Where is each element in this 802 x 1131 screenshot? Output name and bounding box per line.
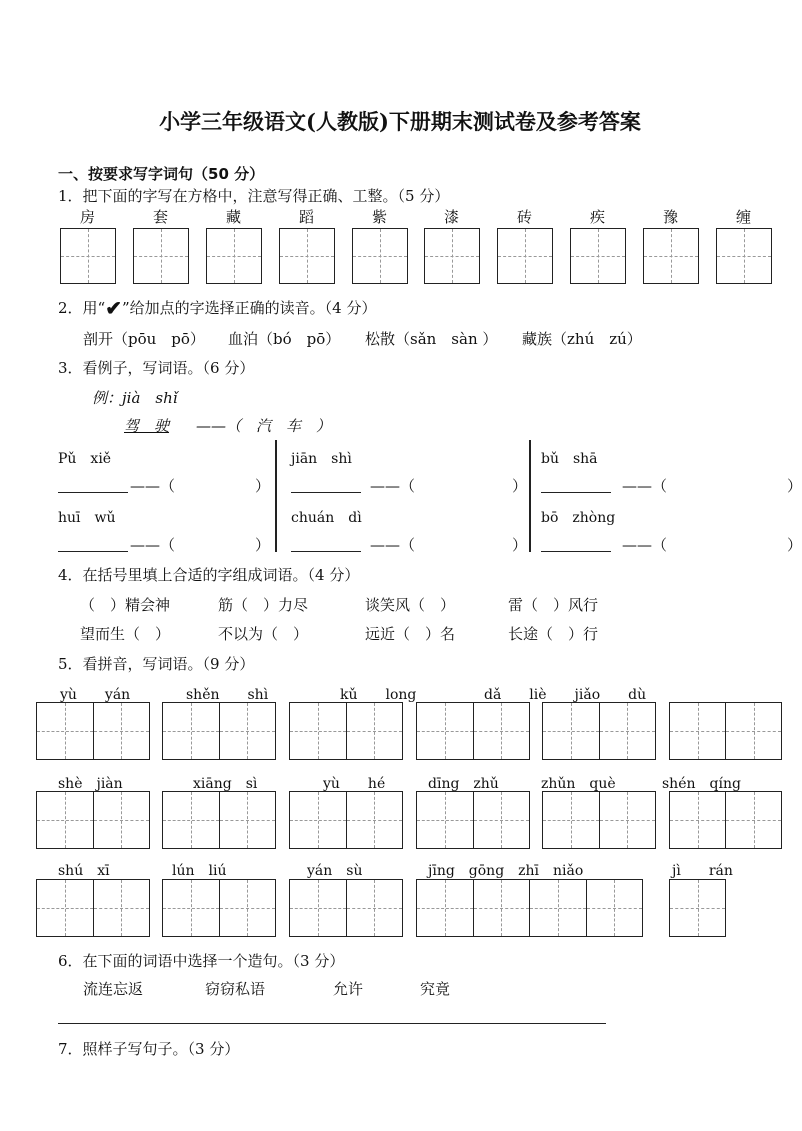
grid-cell[interactable] (37, 792, 94, 848)
q1-char: 缠 (736, 208, 752, 226)
q4-item: 雷（ ）风行 (508, 596, 599, 614)
writing-grid[interactable] (162, 702, 276, 760)
dash-paren: ——（ (130, 477, 176, 495)
writing-grid[interactable] (289, 879, 403, 937)
grid-cell[interactable] (290, 792, 347, 848)
q6-word: 允许 (333, 980, 364, 998)
pinyin-label: shén qíng (662, 776, 741, 792)
example-pinyin: 例：jià shǐ (92, 389, 178, 407)
writing-box[interactable] (60, 228, 116, 284)
writing-grid[interactable] (542, 702, 656, 760)
pinyin-label: kǔ long (340, 687, 417, 703)
question-1: 1．把下面的字写在方格中，注意写得正确、工整。（5 分） (58, 187, 450, 205)
writing-grid[interactable] (669, 702, 782, 760)
pinyin-label: jīng gōng zhī niǎo (428, 863, 584, 879)
writing-box[interactable] (352, 228, 408, 284)
q1-char: 砖 (517, 208, 533, 226)
q4-item: （ ）精会神 (80, 596, 171, 614)
answer-blank[interactable] (58, 551, 128, 552)
question-5: 5．看拼音，写词语。（9 分） (58, 655, 255, 673)
answer-blank[interactable] (541, 551, 611, 552)
writing-grid[interactable] (162, 791, 276, 849)
q2-item: 松散（sǎn sàn ） (365, 330, 498, 348)
pinyin-label: shú xī (58, 863, 110, 879)
writing-grid[interactable] (36, 791, 150, 849)
grid-cell[interactable] (600, 703, 656, 759)
close-paren: ） (787, 477, 802, 495)
grid-cell[interactable] (347, 792, 403, 848)
grid-cell[interactable] (347, 880, 403, 936)
q1-char: 漆 (444, 208, 460, 226)
pinyin-label: yù hé (323, 776, 386, 792)
close-paren: ） (255, 477, 271, 495)
pinyin-label: jì rán (672, 863, 733, 879)
question-2: 2．用“✔”给加点的字选择正确的读音。（4 分） (58, 296, 377, 320)
grid-cell[interactable] (543, 703, 600, 759)
grid-cell[interactable] (290, 703, 347, 759)
grid-cell[interactable] (163, 703, 220, 759)
writing-box[interactable] (279, 228, 335, 284)
dash-paren: ——（ (622, 536, 668, 554)
question-7: 7．照样子写句子。（3 分） (58, 1040, 240, 1058)
question-4: 4．在括号里填上合适的字组成词语。（4 分） (58, 566, 360, 584)
divider (275, 440, 277, 552)
writing-grid[interactable] (416, 702, 530, 760)
grid-cell[interactable] (474, 792, 530, 848)
grid-cell[interactable] (347, 703, 403, 759)
grid-cell[interactable] (220, 880, 276, 936)
grid-cell[interactable] (94, 703, 150, 759)
q2-item: 血泊（bó pō） (228, 330, 341, 348)
q4-item: 不以为（ ） (218, 625, 309, 643)
grid-cell[interactable] (474, 880, 531, 936)
grid-cell[interactable] (417, 880, 474, 936)
q4-item: 望而生（ ） (80, 625, 171, 643)
writing-grid[interactable] (669, 879, 726, 937)
q4-item: 远近（ ）名 (365, 625, 456, 643)
check-icon: ✔ (105, 296, 122, 320)
q3-pinyin: huī wǔ (58, 510, 116, 526)
q3-pinyin: bō zhòng (541, 510, 616, 526)
grid-cell[interactable] (163, 880, 220, 936)
writing-grid[interactable] (542, 791, 656, 849)
q2-item: 剖开（pōu pō） (83, 330, 205, 348)
grid-cell[interactable] (163, 792, 220, 848)
pinyin-label: shěn shì (186, 687, 269, 703)
grid-cell[interactable] (587, 880, 643, 936)
example-answer: ——（ 汽 车 ） (196, 417, 332, 435)
grid-cell[interactable] (290, 880, 347, 936)
writing-box[interactable] (424, 228, 480, 284)
q4-item: 长途（ ）行 (508, 625, 599, 643)
q4-item: 谈笑风（ ） (365, 596, 456, 614)
dash-paren: ——（ (130, 536, 176, 554)
q6-word: 流连忘返 (83, 980, 144, 998)
q6-word: 窃窃私语 (205, 980, 266, 998)
answer-blank[interactable] (58, 492, 128, 493)
q1-char: 豫 (663, 208, 679, 226)
answer-line[interactable] (58, 1023, 606, 1024)
grid-cell[interactable] (670, 703, 726, 759)
grid-cell[interactable] (37, 703, 94, 759)
writing-grid[interactable] (416, 791, 530, 849)
dash-paren: ——（ (370, 536, 416, 554)
q4-item: 筋（ ）力尽 (218, 596, 309, 614)
answer-blank[interactable] (541, 492, 611, 493)
close-paren: ） (255, 536, 271, 554)
q3-pinyin: Pǔ xiě (58, 451, 112, 467)
writing-box[interactable] (716, 228, 772, 284)
writing-box[interactable] (643, 228, 699, 284)
writing-grid[interactable] (669, 791, 782, 849)
writing-box[interactable] (206, 228, 262, 284)
close-paren: ） (787, 536, 802, 554)
question-3: 3．看例子，写词语。（6 分） (58, 359, 255, 377)
divider (529, 440, 531, 552)
pinyin-label: lún liú (172, 863, 227, 879)
close-paren: ） (512, 536, 528, 554)
writing-box[interactable] (133, 228, 189, 284)
writing-grid[interactable] (162, 879, 276, 937)
answer-blank[interactable] (291, 551, 361, 552)
grid-cell[interactable] (220, 792, 276, 848)
grid-cell[interactable] (417, 792, 474, 848)
grid-cell[interactable] (670, 792, 726, 848)
q1-char: 套 (153, 208, 169, 226)
q1-char: 藏 (226, 208, 242, 226)
dash-paren: ——（ (622, 477, 668, 495)
q3-pinyin: chuán dì (291, 510, 362, 526)
grid-cell[interactable] (94, 880, 150, 936)
grid-cell[interactable] (474, 703, 530, 759)
writing-box[interactable] (570, 228, 626, 284)
q3-pinyin: jiān shì (291, 451, 352, 467)
answer-blank[interactable] (291, 492, 361, 493)
grid-cell[interactable] (670, 880, 725, 936)
pinyin-label: yán sù (307, 863, 363, 879)
q6-word: 究竟 (420, 980, 451, 998)
q2-item: 藏族（zhú zú） (522, 330, 642, 348)
grid-cell[interactable] (417, 703, 474, 759)
q1-char: 疾 (590, 208, 606, 226)
q1-char: 蹈 (299, 208, 315, 226)
pinyin-label: dīng zhǔ (428, 776, 499, 792)
grid-cell[interactable] (726, 792, 781, 848)
q1-char: 紫 (372, 208, 388, 226)
grid-cell[interactable] (726, 703, 781, 759)
writing-box[interactable] (497, 228, 553, 284)
writing-grid[interactable] (36, 879, 150, 937)
writing-grid[interactable] (416, 879, 643, 937)
pinyin-label: zhǔn què (541, 776, 616, 792)
grid-cell[interactable] (543, 792, 600, 848)
writing-grid[interactable] (289, 791, 403, 849)
writing-grid[interactable] (289, 702, 403, 760)
grid-cell[interactable] (530, 880, 587, 936)
example-word: 驾 驶 (124, 417, 170, 435)
q1-char: 房 (80, 208, 96, 226)
dash-paren: ——（ (370, 477, 416, 495)
pinyin-label: dǎ liè jiǎo dù (484, 687, 647, 703)
grid-cell[interactable] (94, 792, 150, 848)
page-title: 小学三年级语文(人教版)下册期末测试卷及参考答案 (159, 109, 641, 134)
section-heading: 一、按要求写字词句（50 分） (58, 165, 265, 183)
question-6: 6．在下面的词语中选择一个造句。（3 分） (58, 952, 345, 970)
pinyin-label: shè jiàn (58, 776, 123, 792)
grid-cell[interactable] (37, 880, 94, 936)
close-paren: ） (512, 477, 528, 495)
grid-cell[interactable] (220, 703, 276, 759)
grid-cell[interactable] (600, 792, 656, 848)
pinyin-label: xiāng sì (193, 776, 258, 792)
writing-grid[interactable] (36, 702, 150, 760)
pinyin-label: yù yán (60, 687, 131, 703)
q3-pinyin: bǔ shā (541, 451, 598, 467)
